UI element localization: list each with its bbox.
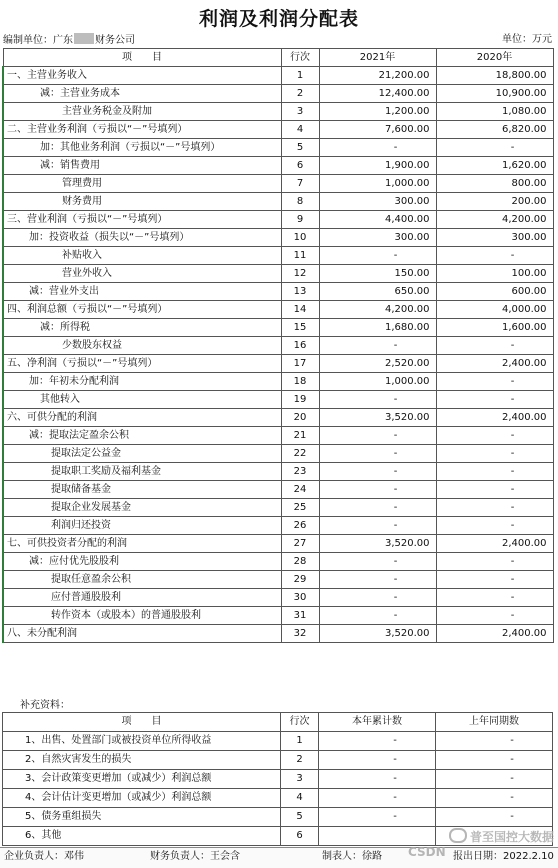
row-line: 30 bbox=[281, 589, 319, 607]
row-2021: - bbox=[319, 139, 436, 157]
company-label: 编制单位： bbox=[3, 35, 53, 46]
row-item: 少数股东权益 bbox=[3, 337, 281, 355]
row-line: 15 bbox=[281, 319, 319, 337]
row-2020: 1,080.00 bbox=[436, 103, 553, 121]
row-2020: - bbox=[436, 499, 553, 517]
income-statement-table bbox=[2, 48, 554, 643]
table-row bbox=[3, 85, 553, 103]
table-row bbox=[3, 175, 553, 193]
supp-current: - bbox=[319, 751, 436, 770]
row-2021: 7,600.00 bbox=[319, 121, 436, 139]
row-line: 7 bbox=[281, 175, 319, 193]
supp-row bbox=[3, 770, 553, 789]
table-row bbox=[3, 283, 553, 301]
row-item: 六、可供分配的利润 bbox=[3, 409, 281, 427]
row-line: 25 bbox=[281, 499, 319, 517]
supp-row bbox=[3, 789, 553, 808]
table-row bbox=[3, 535, 553, 553]
row-line: 5 bbox=[281, 139, 319, 157]
row-2020: 6,820.00 bbox=[436, 121, 553, 139]
row-item: 四、利润总额（亏损以“－”号填列） bbox=[3, 301, 281, 319]
row-2021: 3,520.00 bbox=[319, 409, 436, 427]
report-title: 利润及利润分配表 bbox=[198, 8, 359, 30]
row-2021: - bbox=[319, 589, 436, 607]
table-row bbox=[3, 301, 553, 319]
row-line: 16 bbox=[281, 337, 319, 355]
supp-current bbox=[319, 827, 436, 846]
table-row bbox=[3, 391, 553, 409]
table-row bbox=[3, 553, 553, 571]
row-2021: 1,200.00 bbox=[319, 103, 436, 121]
row-2020: 10,900.00 bbox=[436, 85, 553, 103]
row-item: 五、净利润（亏损以“－”号填列） bbox=[3, 355, 281, 373]
row-2021: - bbox=[319, 607, 436, 625]
table-row bbox=[3, 571, 553, 589]
watermark-text: 普至国控大数据 bbox=[469, 830, 554, 844]
row-item: 加：其他业务利润（亏损以“－”号填列） bbox=[3, 139, 281, 157]
row-2021: - bbox=[319, 499, 436, 517]
supp-row bbox=[3, 808, 553, 827]
row-item: 二、主营业务利润（亏损以“－”号填列） bbox=[3, 121, 281, 139]
table-row bbox=[3, 211, 553, 229]
row-item: 利润归还投资 bbox=[3, 517, 281, 535]
company-suffix: 财务公司 bbox=[95, 35, 135, 46]
watermark-logo bbox=[449, 828, 554, 845]
row-2021: 3,520.00 bbox=[319, 625, 436, 643]
supp-header-item: 项 目 bbox=[3, 713, 281, 732]
supp-current: - bbox=[319, 808, 436, 827]
row-2021: - bbox=[319, 517, 436, 535]
row-2021: - bbox=[319, 247, 436, 265]
table-row bbox=[3, 337, 553, 355]
row-2021: 21,200.00 bbox=[319, 67, 436, 85]
row-2021: 4,400.00 bbox=[319, 211, 436, 229]
row-line: 17 bbox=[281, 355, 319, 373]
row-2020: - bbox=[436, 139, 553, 157]
row-item: 主营业务税金及附加 bbox=[3, 103, 281, 121]
row-item: 加：年初未分配利润 bbox=[3, 373, 281, 391]
row-line: 27 bbox=[281, 535, 319, 553]
row-line: 29 bbox=[281, 571, 319, 589]
row-2020: - bbox=[436, 517, 553, 535]
supp-row bbox=[3, 732, 553, 751]
row-item: 减：销售费用 bbox=[3, 157, 281, 175]
table-row bbox=[3, 481, 553, 499]
supp-current: - bbox=[319, 789, 436, 808]
row-line: 21 bbox=[281, 427, 319, 445]
row-line: 4 bbox=[281, 121, 319, 139]
company-info bbox=[3, 33, 135, 47]
redaction-block bbox=[74, 33, 94, 44]
table-row bbox=[3, 607, 553, 625]
row-item: 提取企业发展基金 bbox=[3, 499, 281, 517]
row-item: 管理费用 bbox=[3, 175, 281, 193]
row-2020: 2,400.00 bbox=[436, 535, 553, 553]
supp-item: 5、债务重组损失 bbox=[3, 808, 281, 827]
row-item: 三、营业利润（亏损以“－”号填列） bbox=[3, 211, 281, 229]
row-2020: 200.00 bbox=[436, 193, 553, 211]
row-item: 营业外收入 bbox=[3, 265, 281, 283]
supp-line: 6 bbox=[281, 827, 319, 846]
row-2020: - bbox=[436, 481, 553, 499]
supp-previous: - bbox=[436, 808, 553, 827]
table-row bbox=[3, 445, 553, 463]
row-2020: 18,800.00 bbox=[436, 67, 553, 85]
row-2021: 1,000.00 bbox=[319, 373, 436, 391]
watermark-csdn: CSDN bbox=[408, 845, 446, 859]
row-line: 20 bbox=[281, 409, 319, 427]
row-item: 提取任意盈余公积 bbox=[3, 571, 281, 589]
row-2020: 800.00 bbox=[436, 175, 553, 193]
supp-item: 1、出售、处置部门或被投资单位所得收益 bbox=[3, 732, 281, 751]
row-2021: 300.00 bbox=[319, 193, 436, 211]
supp-previous: - bbox=[436, 732, 553, 751]
row-line: 24 bbox=[281, 481, 319, 499]
supp-current: - bbox=[319, 770, 436, 789]
table-row bbox=[3, 121, 553, 139]
row-line: 12 bbox=[281, 265, 319, 283]
row-line: 10 bbox=[281, 229, 319, 247]
row-2021: - bbox=[319, 391, 436, 409]
supp-line: 1 bbox=[281, 732, 319, 751]
footer-finance: 财务负责人：王会含 bbox=[150, 851, 240, 862]
row-line: 6 bbox=[281, 157, 319, 175]
supp-line: 4 bbox=[281, 789, 319, 808]
row-line: 3 bbox=[281, 103, 319, 121]
row-item: 八、未分配利润 bbox=[3, 625, 281, 643]
row-item: 财务费用 bbox=[3, 193, 281, 211]
row-item: 补贴收入 bbox=[3, 247, 281, 265]
row-item: 减：提取法定盈余公积 bbox=[3, 427, 281, 445]
footer-date: 报出日期：2022.2.10 bbox=[453, 851, 554, 862]
row-2020: - bbox=[436, 463, 553, 481]
row-2021: - bbox=[319, 337, 436, 355]
row-2020: - bbox=[436, 427, 553, 445]
row-line: 18 bbox=[281, 373, 319, 391]
table-row bbox=[3, 409, 553, 427]
supp-item: 4、会计估计变更增加（或减少）利润总额 bbox=[3, 789, 281, 808]
table-row bbox=[3, 139, 553, 157]
row-2021: 1,680.00 bbox=[319, 319, 436, 337]
supp-item: 6、其他 bbox=[3, 827, 281, 846]
row-2021: 650.00 bbox=[319, 283, 436, 301]
footer-preparer: 制表人：徐路 bbox=[322, 851, 382, 862]
table-row bbox=[3, 247, 553, 265]
row-2020: - bbox=[436, 247, 553, 265]
table-header bbox=[3, 49, 553, 67]
currency-unit: 单位：万元 bbox=[502, 34, 552, 45]
table-row bbox=[3, 355, 553, 373]
row-2020: - bbox=[436, 373, 553, 391]
table-body bbox=[3, 67, 553, 643]
row-2021: - bbox=[319, 463, 436, 481]
table-row bbox=[3, 499, 553, 517]
wechat-icon bbox=[449, 828, 467, 843]
supp-line: 3 bbox=[281, 770, 319, 789]
row-item: 减：营业外支出 bbox=[3, 283, 281, 301]
row-2020: 100.00 bbox=[436, 265, 553, 283]
supp-item: 2、自然灾害发生的损失 bbox=[3, 751, 281, 770]
row-2020: 2,400.00 bbox=[436, 625, 553, 643]
table-row bbox=[3, 157, 553, 175]
row-2020: - bbox=[436, 445, 553, 463]
row-item: 减：应付优先股股利 bbox=[3, 553, 281, 571]
supp-header-current: 本年累计数 bbox=[319, 713, 436, 732]
row-item: 提取法定公益金 bbox=[3, 445, 281, 463]
row-line: 13 bbox=[281, 283, 319, 301]
supp-header-line: 行次 bbox=[281, 713, 319, 732]
row-item: 一、主营业务收入 bbox=[3, 67, 281, 85]
row-item: 减：主营业务成本 bbox=[3, 85, 281, 103]
row-2021: 3,520.00 bbox=[319, 535, 436, 553]
row-2021: 1,900.00 bbox=[319, 157, 436, 175]
table-row bbox=[3, 463, 553, 481]
header-2020: 2020年 bbox=[436, 49, 553, 67]
table-row bbox=[3, 517, 553, 535]
supp-row bbox=[3, 751, 553, 770]
row-2021: - bbox=[319, 571, 436, 589]
row-item: 提取职工奖励及福利基金 bbox=[3, 463, 281, 481]
row-2020: - bbox=[436, 337, 553, 355]
table-row bbox=[3, 427, 553, 445]
header-2021: 2021年 bbox=[319, 49, 436, 67]
table-row bbox=[3, 589, 553, 607]
row-2021: - bbox=[319, 553, 436, 571]
table-row bbox=[3, 193, 553, 211]
header-line: 行次 bbox=[281, 49, 319, 67]
row-line: 31 bbox=[281, 607, 319, 625]
row-line: 23 bbox=[281, 463, 319, 481]
table-row bbox=[3, 373, 553, 391]
row-line: 11 bbox=[281, 247, 319, 265]
table-row bbox=[3, 265, 553, 283]
row-2020: - bbox=[436, 607, 553, 625]
supp-previous: - bbox=[436, 770, 553, 789]
supp-item: 3、会计政策变更增加（或减少）利润总额 bbox=[3, 770, 281, 789]
company-prefix: 广东 bbox=[53, 35, 73, 46]
row-2020: - bbox=[436, 391, 553, 409]
table-row bbox=[3, 67, 553, 85]
row-item: 提取储备基金 bbox=[3, 481, 281, 499]
row-item: 七、可供投资者分配的利润 bbox=[3, 535, 281, 553]
supp-previous: - bbox=[436, 789, 553, 808]
row-2021: - bbox=[319, 427, 436, 445]
row-line: 9 bbox=[281, 211, 319, 229]
row-2020: 300.00 bbox=[436, 229, 553, 247]
row-line: 22 bbox=[281, 445, 319, 463]
row-2020: - bbox=[436, 553, 553, 571]
row-2020: - bbox=[436, 571, 553, 589]
row-item: 加：投资收益（损失以“－”号填列） bbox=[3, 229, 281, 247]
row-2021: 150.00 bbox=[319, 265, 436, 283]
row-line: 32 bbox=[281, 625, 319, 643]
row-item: 减：所得税 bbox=[3, 319, 281, 337]
supplement-label: 补充资料： bbox=[20, 700, 70, 711]
table-row bbox=[3, 229, 553, 247]
supp-line: 2 bbox=[281, 751, 319, 770]
row-line: 14 bbox=[281, 301, 319, 319]
row-2020: 1,620.00 bbox=[436, 157, 553, 175]
row-item: 其他转入 bbox=[3, 391, 281, 409]
row-2021: 2,520.00 bbox=[319, 355, 436, 373]
row-line: 2 bbox=[281, 85, 319, 103]
row-item: 应付普通股股利 bbox=[3, 589, 281, 607]
row-2021: 300.00 bbox=[319, 229, 436, 247]
row-line: 1 bbox=[281, 67, 319, 85]
header-item: 项 目 bbox=[3, 49, 281, 67]
row-line: 19 bbox=[281, 391, 319, 409]
supplement-table bbox=[2, 712, 553, 846]
supp-header-previous: 上年同期数 bbox=[436, 713, 553, 732]
row-2021: 1,000.00 bbox=[319, 175, 436, 193]
table-row bbox=[3, 625, 553, 643]
row-2021: - bbox=[319, 445, 436, 463]
table-row bbox=[3, 103, 553, 121]
supp-header bbox=[3, 713, 553, 732]
row-line: 8 bbox=[281, 193, 319, 211]
row-2020: 600.00 bbox=[436, 283, 553, 301]
row-line: 26 bbox=[281, 517, 319, 535]
table-row bbox=[3, 319, 553, 337]
row-line: 28 bbox=[281, 553, 319, 571]
supp-current: - bbox=[319, 732, 436, 751]
supp-line: 5 bbox=[281, 808, 319, 827]
footer-owner: 企业负责人：邓伟 bbox=[4, 851, 84, 862]
row-2021: 4,200.00 bbox=[319, 301, 436, 319]
row-2021: 12,400.00 bbox=[319, 85, 436, 103]
row-2020: 1,600.00 bbox=[436, 319, 553, 337]
supp-previous: - bbox=[436, 751, 553, 770]
row-2020: 4,200.00 bbox=[436, 211, 553, 229]
row-2020: 2,400.00 bbox=[436, 355, 553, 373]
row-item: 转作资本（或股本）的普通股股利 bbox=[3, 607, 281, 625]
row-2020: 2,400.00 bbox=[436, 409, 553, 427]
row-2020: 4,000.00 bbox=[436, 301, 553, 319]
row-2020: - bbox=[436, 589, 553, 607]
row-2021: - bbox=[319, 481, 436, 499]
